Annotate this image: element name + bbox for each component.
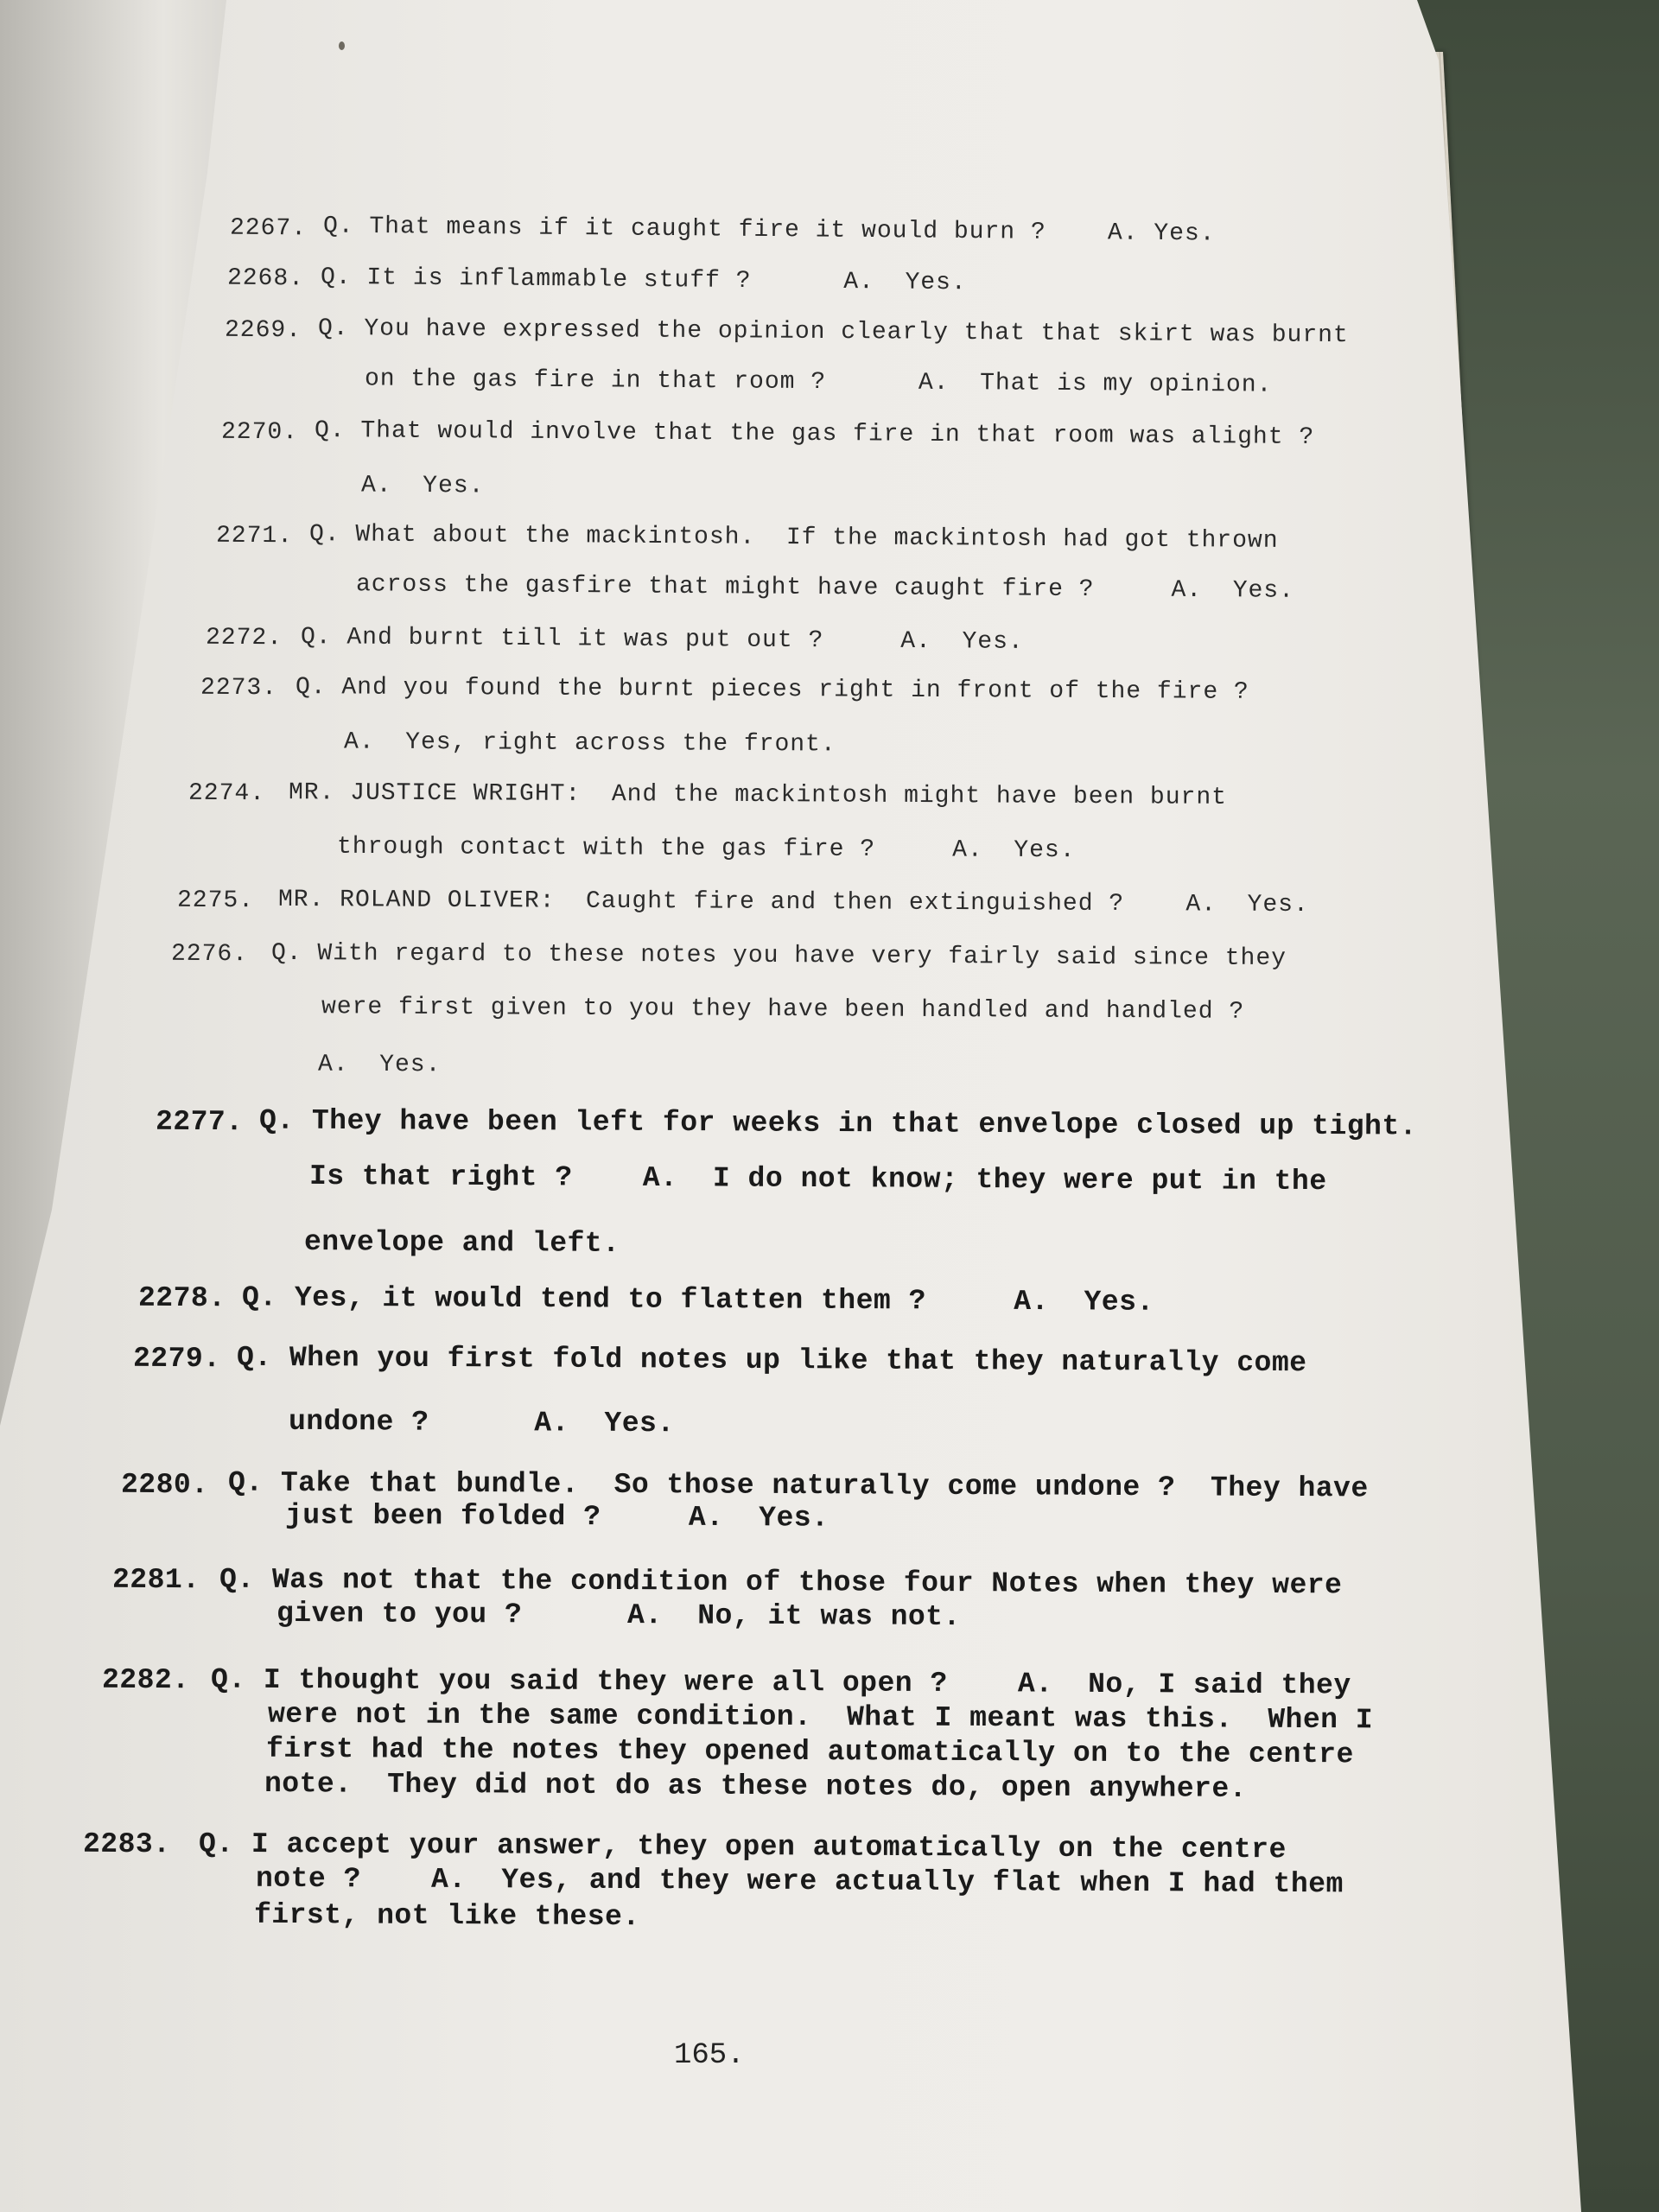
entry-line: were first given to you they have been handled and handled ? bbox=[321, 994, 1245, 1026]
entry-number: 2278. bbox=[137, 1281, 226, 1315]
entry-line: Q. Yes, it would tend to flatten them ? A. Yes. bbox=[241, 1281, 1154, 1319]
entry-line: undone ? A. Yes. bbox=[288, 1405, 675, 1440]
entry-number: 2271. bbox=[215, 522, 294, 550]
entry-line: Q. I thought you said they were all open ? A. No, I said they bbox=[210, 1663, 1351, 1702]
entry-line: Q. I accept your answer, they open automatically on the centre bbox=[198, 1827, 1287, 1866]
entry-number: 2281. bbox=[111, 1563, 200, 1597]
entry-line: through contact with the gas fire ? A. Yes. bbox=[336, 833, 1076, 865]
entry-line: envelope and left. bbox=[303, 1226, 620, 1260]
entry-line: Q. And you found the burnt pieces right in front of the fire ? bbox=[295, 674, 1249, 706]
entry-number: 2280. bbox=[120, 1468, 209, 1502]
entry-number: 2283. bbox=[82, 1827, 171, 1861]
entry-line: MR. ROLAND OLIVER: Caught fire and then extinguished ? A. Yes. bbox=[277, 886, 1309, 919]
entry-line: note. They did not do as these notes do, open anywhere. bbox=[264, 1768, 1248, 1805]
entry-line: A. Yes. bbox=[317, 1051, 442, 1079]
entry-line: Q. And burnt till it was put out ? A. Yes. bbox=[300, 624, 1024, 656]
entry-line: Q. Take that bundle. So those naturally come undone ? They have bbox=[227, 1466, 1369, 1505]
entry-line: given to you ? A. No, it was not. bbox=[276, 1597, 961, 1634]
entry-line: Q. With regard to these notes you have very fairly said since they bbox=[270, 939, 1287, 973]
entry-line: on the gas fire in that room ? A. That is my opinion. bbox=[364, 365, 1273, 399]
entry-number: 2267. bbox=[229, 214, 308, 243]
entry-line: Q. When you first fold notes up like that they naturally come bbox=[236, 1341, 1307, 1380]
entry-line: A. Yes. bbox=[360, 472, 485, 500]
entry-line: were not in the same condition. What I meant was this. When I bbox=[267, 1698, 1374, 1737]
entry-line: MR. JUSTICE WRIGHT: And the mackintosh might have been burnt bbox=[288, 779, 1228, 811]
entry-number: 2276. bbox=[170, 940, 249, 969]
entry-line: note ? A. Yes, and they were actually flat when I had them bbox=[255, 1862, 1344, 1901]
entry-line: Q. They have been left for weeks in that envelope closed up tight. bbox=[258, 1104, 1418, 1143]
entry-line: Q. It is inflammable stuff ? A. Yes. bbox=[320, 264, 967, 297]
entry-line: just been folded ? A. Yes. bbox=[284, 1499, 830, 1535]
entry-number: 2268. bbox=[226, 264, 305, 293]
entry-line: Q. That would involve that the gas fire in that room was alight ? bbox=[314, 416, 1315, 452]
entry-line: first, not like these. bbox=[253, 1898, 640, 1934]
entry-line: A. Yes, right across the front. bbox=[343, 728, 836, 759]
entry-number: 2277. bbox=[155, 1105, 244, 1139]
entry-line: first had the notes they opened automatically on to the centre bbox=[265, 1732, 1354, 1771]
entry-line: Q. You have expressed the opinion clearly that that skirt was burnt bbox=[317, 315, 1349, 350]
entry-number: 2273. bbox=[200, 674, 278, 702]
entry-number: 2269. bbox=[224, 316, 302, 345]
entry-line: across the gasfire that might have caught fire ? A. Yes. bbox=[355, 571, 1295, 605]
entry-number: 2272. bbox=[205, 624, 283, 652]
entry-line: Q. That means if it caught fire it would burn ? A. Yes. bbox=[322, 213, 1216, 248]
entry-line: Q. Was not that the condition of those four Notes when they were bbox=[219, 1563, 1343, 1602]
entry-number: 2270. bbox=[220, 418, 299, 447]
entry-line: Is that right ? A. I do not know; they were put in the bbox=[308, 1160, 1327, 1198]
entry-number: 2275. bbox=[176, 887, 255, 915]
entry-number: 2282. bbox=[101, 1663, 190, 1697]
entry-number: 2274. bbox=[188, 779, 266, 808]
entry-line: Q. What about the mackintosh. If the mackintosh had got thrown bbox=[308, 521, 1279, 555]
entry-number: 2279. bbox=[132, 1342, 221, 1376]
page-number: 165. bbox=[674, 2039, 745, 2072]
